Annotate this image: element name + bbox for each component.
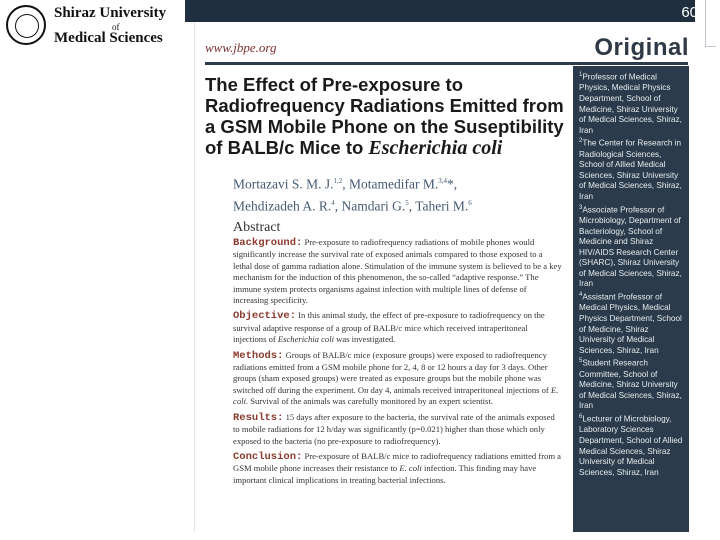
- affiliation-text: Lecturer of Microbiology, Laboratory Sciences Department, School of Allied Medical Sciences, Shiraz University of Medical Sciences, Shiraz, Iran: [579, 414, 683, 477]
- author-sup: 6: [468, 198, 472, 207]
- paper-title-organism: Escherichia coli: [368, 137, 503, 159]
- affiliation-1: [579, 70, 684, 136]
- corner-decoration: [705, 0, 716, 47]
- abstract-results: [233, 412, 563, 447]
- slide-number: 60: [681, 4, 698, 21]
- author-sup: 5: [405, 198, 409, 207]
- author-mortazavi: Mortazavi S. M. J.: [233, 176, 334, 192]
- header-rule: [205, 62, 688, 65]
- affiliation-6: [579, 412, 684, 478]
- affiliation-text: Associate Professor of Microbiology, Department of Bacteriology, School of Medicine and Shiraz HIV/AIDS Research Center (SHARC), Shiraz University of Medical Sciences, Shiraz, Iran: [579, 205, 682, 289]
- author-list: [233, 172, 563, 215]
- journal-url: www.jbpe.org: [205, 40, 277, 55]
- objective-label: Objective:: [233, 310, 297, 323]
- author-sup: 1,2: [333, 177, 343, 185]
- objective-text: In this animal study, the effect of pre-exposure to radiofrequency on the survival adaptive response of a group of BALB/c mice which received intraperitoneal injections of: [233, 310, 545, 345]
- article-type-label: Original: [594, 34, 689, 61]
- author-mehdizadeh: Mehdizadeh A. R.: [233, 198, 332, 213]
- corresponding-mark: *,: [446, 176, 458, 192]
- affiliation-2: [579, 136, 684, 202]
- affiliation-sup: 1: [579, 72, 583, 78]
- abstract-objective: [233, 310, 563, 345]
- affiliation-3: [579, 203, 684, 290]
- slide-title-bar: [185, 0, 695, 22]
- affiliation-4: [579, 290, 684, 356]
- conclusion-label: Conclusion:: [233, 450, 303, 463]
- university-name-line1: Shiraz University: [54, 5, 167, 21]
- background-label: Background:: [233, 237, 303, 249]
- abstract-conclusion: [233, 451, 563, 486]
- affiliation-text: The Center for Research in Radiological Sciences, School of Allied Medical Sciences, Shiraz University of Medical Sciences, Shiraz, Iran: [579, 139, 682, 201]
- abstract-heading: Abstract: [233, 220, 281, 235]
- affiliation-text: Professor of Medical Physics, Medical Physics Department, School of Medicine, Shiraz University of Medical Sciences, Shiraz, Iran: [579, 72, 682, 135]
- affiliation-sup: 5: [579, 358, 583, 365]
- author-line-1: [233, 172, 563, 194]
- affiliation-5: [579, 356, 684, 412]
- results-label: Results:: [233, 411, 284, 424]
- university-name-line3: Medical Sciences: [54, 30, 163, 46]
- methods-label: Methods:: [233, 349, 284, 362]
- university-logo: [4, 3, 182, 47]
- results-text: 15 days after exposure to the bacteria, the survival rate of the animals exposed to mobile radiations for 12 h/day was significantly (p=0.021) higher than those which only exposed to the bacteria (no pre-exposure to radiofrequency).: [233, 411, 555, 446]
- conclusion-organism: E. coli: [399, 463, 422, 474]
- objective-organism: Escherichia coli: [277, 334, 334, 345]
- university-name-line2: of: [112, 22, 120, 32]
- university-seal-icon: [6, 5, 46, 45]
- affiliation-sup: 3: [579, 204, 583, 211]
- author-taheri: , Taheri M.: [408, 198, 469, 213]
- paper-page: [194, 22, 695, 532]
- methods-end: . Survival of the animals was carefully monitored by an expert scientist.: [245, 396, 493, 407]
- methods-text: Groups of BALB/c mice (exposure groups) were exposed to radiofrequency radiations emitted from a GSM mobile phone for 2, 4, 8 or 12 hours a day for 3 days. Other groups (sham exposed groups) were treated as exposure groups but the mobile phone was switched off during the experiment. On day 4, animals received intraperitoneal injections of: [233, 349, 549, 395]
- objective-end: was investigated.: [336, 334, 396, 345]
- methods-organism: E. coli: [233, 384, 559, 407]
- background-text: Pre-exposure to radiofrequency radiations of mobile phones would significantly increase the survival rate of exposed animals compared to those exposed to a lethal dose of gamma radiation alone. Stimulation of the immune system is believed to be a key mechanism for the induction of this phenomenon, the so-called “adaptive response.” The immune system protects organisms against infection with multiple lines of defense of increasing specificity.: [233, 237, 562, 306]
- author-motamedifar: , Motamedifar M.: [342, 176, 439, 192]
- author-sup: 3,4: [438, 177, 447, 185]
- affiliation-text: Assistant Professor of Medical Physics, Medical Physics Department, School of Medicine, Shiraz University of Medical Sciences, Shiraz, Iran: [579, 292, 682, 355]
- affiliation-sup: 2: [579, 138, 583, 145]
- affiliation-sup: 6: [579, 414, 583, 421]
- author-line-2: [233, 194, 563, 216]
- author-namdari: , Namdari G.: [334, 198, 406, 213]
- affiliation-sup: 4: [579, 292, 583, 299]
- abstract-body: [233, 237, 563, 490]
- paper-title: [205, 74, 570, 159]
- affiliation-text: Student Research Committee, School of Medicine, Shiraz University of Medical Sciences, Shiraz, Iran: [579, 359, 682, 411]
- conclusion-end: infection. This finding may have important clinical implications in treating bacterial infections.: [233, 463, 537, 485]
- conclusion-text: Pre-exposure of BALB/c mice to radiofrequency radiations emitted from a GSM mobile phone increases their resistance to: [233, 450, 562, 474]
- affiliations-panel: [573, 66, 689, 532]
- abstract-methods: [233, 350, 563, 408]
- paper-title-text: The Effect of Pre-exposure to Radiofrequency Radiations Emitted from a GSM Mobile Phone on the Suseptibility of BALB/c Mice to: [205, 74, 564, 158]
- author-sup: 4: [331, 198, 335, 207]
- abstract-background: [233, 237, 563, 306]
